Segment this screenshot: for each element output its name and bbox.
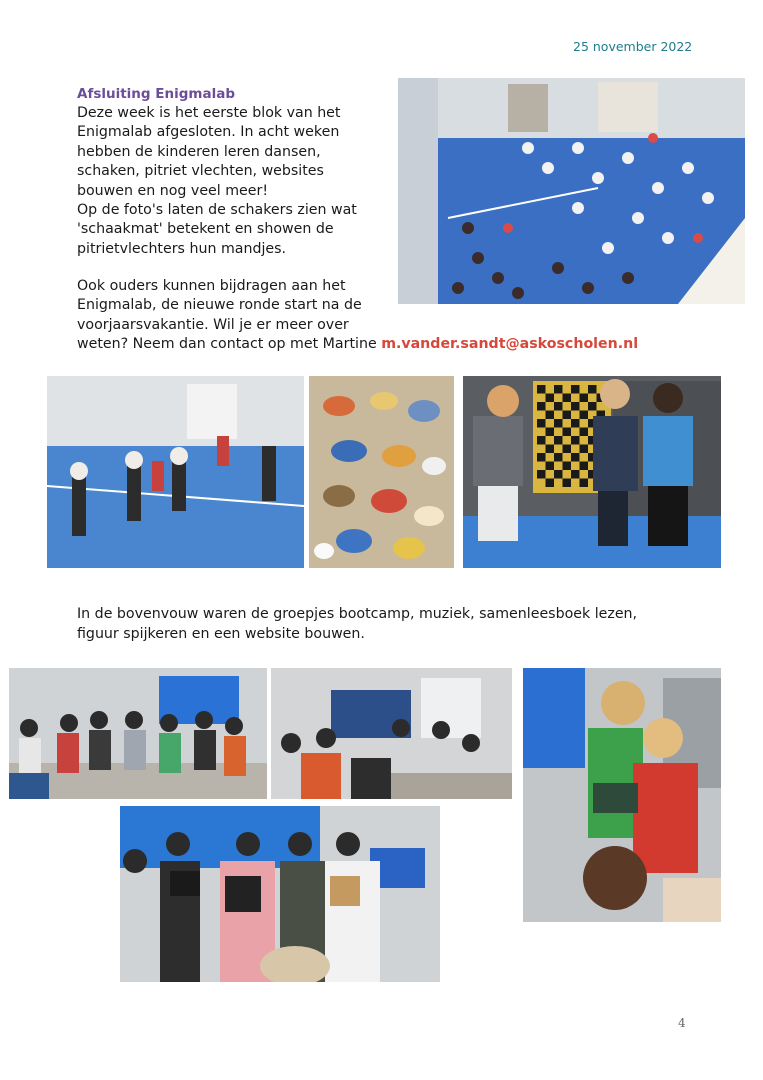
contact-line: [77, 335, 638, 354]
photo-dancing: [47, 376, 304, 568]
caption: [77, 604, 637, 644]
contact-text: weten? Neem dan contact op met Martine: [77, 336, 382, 353]
caption-line: figuur spijkeren en een website bouwen.: [77, 626, 365, 642]
photo-nail-art: [120, 806, 440, 982]
body-line: Op de foto's laten de schakers zien wat: [77, 202, 357, 219]
body-line: Enigmalab, de nieuwe ronde start na de: [77, 297, 362, 314]
photo-gym-overhead: [398, 78, 745, 304]
photo-website-class: [271, 668, 512, 799]
email-link[interactable]: m.vander.sandt@askoscholen.nl: [381, 336, 639, 353]
date: 25 november 2022: [573, 39, 693, 54]
article-title: Afsluiting Enigmalab: [77, 86, 235, 102]
body-line: bouwen en nog veel meer!: [77, 182, 269, 199]
body-line: schaken, pitriet vlechten, websites: [77, 163, 324, 180]
photo-chess: [463, 376, 721, 568]
body-line: Ook ouders kunnen bijdragen aan het: [77, 278, 346, 294]
body-line: pitrietvlechters hun mandjes.: [77, 240, 287, 257]
photo-baskets: [309, 376, 454, 568]
page-number: 4: [678, 1016, 686, 1030]
body-line: 'schaakmat' betekent en showen de: [77, 221, 334, 238]
article-body: [77, 104, 357, 259]
body-line: voorjaarsvakantie. Wil je er meer over: [77, 316, 349, 333]
photo-reading: [523, 668, 721, 922]
body-line: hebben de kinderen leren dansen,: [77, 143, 321, 160]
photo-music-class: [9, 668, 267, 799]
body-line: Enigmalab afgesloten. In acht weken: [77, 124, 340, 141]
body-line: Deze week is het eerste blok van het: [77, 105, 341, 121]
caption-line: In de bovenvouw waren de groepjes bootcamp, muziek, samenleesboek lezen,: [77, 606, 638, 622]
